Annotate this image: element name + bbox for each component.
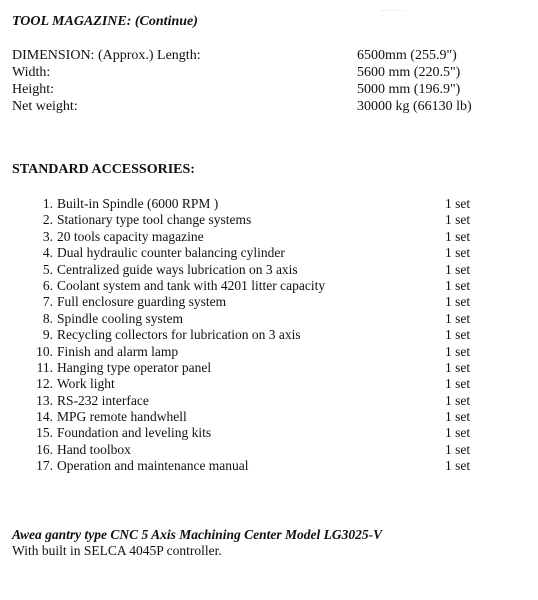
- accessory-quantity: 1 set: [445, 245, 471, 261]
- dimension-label: Width:: [12, 65, 51, 80]
- accessory-text: Full enclosure guarding system: [57, 294, 227, 310]
- accessory-text: MPG remote handwhell: [57, 409, 187, 425]
- dimension-value: 5000 mm (196.9"): [357, 82, 461, 97]
- accessory-text: Hanging type operator panel: [57, 359, 212, 375]
- accessory-row: [0, 262, 538, 278]
- accessory-row: [0, 376, 538, 392]
- accessory-number: 16.: [36, 441, 53, 457]
- accessory-row: [0, 196, 538, 212]
- dimension-value: 30000 kg (66130 lb): [357, 99, 472, 114]
- accessory-text: Work light: [57, 376, 115, 392]
- accessory-quantity: 1 set: [445, 212, 471, 228]
- accessory-text: 20 tools capacity magazine: [57, 228, 204, 244]
- accessory-number: 1.: [42, 196, 53, 211]
- accessory-row: [0, 393, 538, 409]
- accessory-row: [0, 327, 538, 343]
- accessory-quantity: 1 set: [445, 458, 471, 474]
- dimension-label: Height:: [12, 82, 54, 97]
- accessory-quantity: 1 set: [445, 277, 471, 293]
- dimension-row: [12, 65, 512, 81]
- accessory-text: Operation and maintenance manual: [57, 458, 249, 474]
- accessory-number: 2.: [42, 212, 53, 228]
- accessory-row: [0, 229, 538, 245]
- accessory-text: Recycling collectors for lubrication on 3 axis: [57, 327, 301, 343]
- dimension-label: DIMENSION: (Approx.) Length:: [12, 48, 201, 63]
- accessory-number: 5.: [42, 261, 53, 277]
- accessory-quantity: 1 set: [445, 392, 471, 408]
- accessory-row: [0, 360, 538, 376]
- accessory-number: 12.: [36, 376, 53, 392]
- accessory-row: [0, 245, 538, 261]
- accessory-number: 9.: [42, 327, 53, 343]
- accessory-quantity: 1 set: [445, 228, 471, 244]
- accessory-text: Centralized guide ways lubrication on 3 axis: [57, 261, 298, 277]
- accessory-row: [0, 344, 538, 360]
- accessory-quantity: 1 set: [445, 376, 471, 392]
- accessory-row: [0, 425, 538, 441]
- dimension-row: [12, 99, 512, 115]
- accessory-quantity: 1 set: [445, 261, 471, 277]
- accessory-text: Hand toolbox: [57, 441, 131, 457]
- accessory-row: [0, 409, 538, 425]
- accessory-row: [0, 311, 538, 327]
- accessory-number: 4.: [42, 245, 53, 261]
- accessory-number: 8.: [42, 310, 53, 326]
- dimension-value: 5600 mm (220.5"): [357, 65, 461, 80]
- accessory-text: Dual hydraulic counter balancing cylinder: [57, 245, 285, 261]
- accessory-number: 14.: [36, 409, 53, 425]
- accessory-text: Foundation and leveling kits: [57, 425, 212, 441]
- accessory-number: 7.: [42, 294, 53, 310]
- section-title: TOOL MAGAZINE: (Continue): [12, 14, 198, 29]
- accessory-text: Spindle cooling system: [57, 310, 183, 326]
- accessory-text: Finish and alarm lamp: [57, 343, 179, 359]
- accessory-number: 10.: [36, 343, 53, 359]
- accessory-row: [0, 294, 538, 310]
- accessory-quantity: 1 set: [445, 310, 471, 326]
- dimension-row: [12, 48, 512, 64]
- accessory-quantity: 1 set: [445, 441, 471, 457]
- dimension-label: Net weight:: [12, 99, 78, 114]
- accessory-number: 15.: [36, 425, 53, 441]
- controller-note: With built in SELCA 4045P controller.: [12, 543, 222, 558]
- accessory-row: [0, 442, 538, 458]
- accessories-list: [0, 196, 538, 475]
- accessories-title: STANDARD ACCESSORIES:: [12, 162, 195, 177]
- accessory-quantity: 1 set: [445, 409, 471, 425]
- model-title: Awea gantry type CNC 5 Axis Machining Center Model LG3025-V: [12, 527, 383, 542]
- accessory-quantity: 1 set: [445, 359, 471, 375]
- accessory-number: 13.: [36, 392, 53, 408]
- accessory-number: 11.: [36, 359, 53, 375]
- accessory-row: [0, 278, 538, 294]
- accessory-number: 6.: [42, 277, 53, 293]
- accessory-row: [0, 212, 538, 228]
- accessory-text: Stationary type tool change systems: [57, 212, 252, 228]
- accessory-quantity: 1 set: [445, 294, 471, 310]
- accessory-quantity: 1 set: [445, 343, 471, 359]
- accessory-quantity: 1 set: [445, 196, 471, 211]
- accessory-text: Built-in Spindle (6000 RPM ): [57, 196, 219, 211]
- accessory-quantity: 1 set: [445, 425, 471, 441]
- accessory-text: Coolant system and tank with 4201 litter capacity: [57, 277, 326, 293]
- accessory-text: RS-232 interface: [57, 392, 149, 408]
- accessory-number: 17.: [36, 458, 53, 474]
- dimension-row: [12, 82, 512, 98]
- accessory-row: [0, 458, 538, 474]
- accessory-quantity: 1 set: [445, 327, 471, 343]
- scan-artifact: [382, 2, 404, 11]
- accessory-number: 3.: [42, 228, 53, 244]
- dimension-value: 6500mm (255.9"): [357, 48, 457, 63]
